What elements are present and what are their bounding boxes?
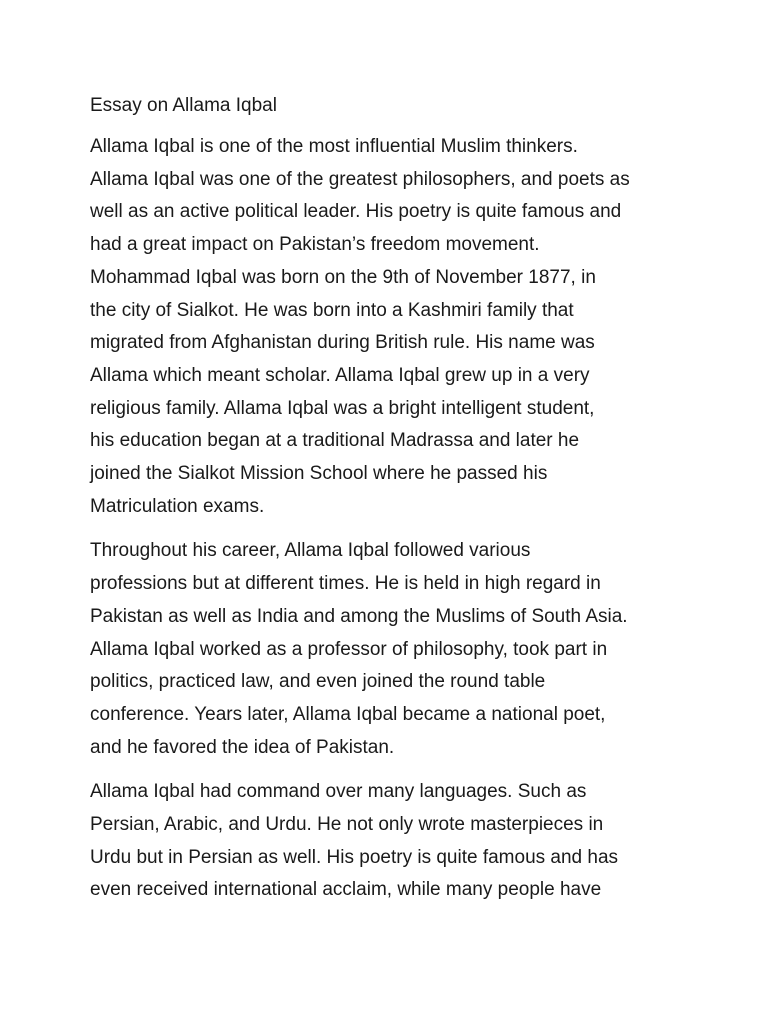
text-line: Mohammad Iqbal was born on the 9th of November 1877, in <box>90 266 596 288</box>
text-line: Pakistan as well as India and among the Muslims of South Asia. <box>90 605 628 627</box>
text-line: religious family. Allama Iqbal was a bright intelligent student, <box>90 397 595 419</box>
text-line: and he favored the idea of Pakistan. <box>90 736 395 758</box>
text-line: had a great impact on Pakistan’s freedom movement. <box>90 234 540 256</box>
text-line: Urdu but in Persian as well. His poetry is quite famous and has <box>90 846 619 868</box>
text-line: his education began at a traditional Madrassa and later he <box>90 430 580 452</box>
document-body <box>90 131 690 907</box>
paragraph-2 <box>90 535 690 764</box>
text-line: Allama Iqbal had command over many languages. Such as <box>90 781 587 803</box>
text-line: Allama which meant scholar. Allama Iqbal grew up in a very <box>90 364 590 386</box>
text-line: professions but at different times. He is held in high regard in <box>90 573 601 595</box>
text-line: well as an active political leader. His poetry is quite famous and <box>90 201 622 223</box>
text-line: Allama Iqbal is one of the most influential Muslim thinkers. <box>90 136 578 157</box>
text-line: migrated from Afghanistan during British rule. His name was <box>90 332 595 354</box>
document-title: Essay on Allama Iqbal <box>90 95 277 116</box>
document-page <box>90 90 690 919</box>
text-line: joined the Sialkot Mission School where he passed his <box>90 463 548 485</box>
text-line: Persian, Arabic, and Urdu. He not only wrote masterpieces in <box>90 814 604 836</box>
paragraph-3 <box>90 776 690 907</box>
text-line: Allama Iqbal was one of the greatest philosophers, and poets as <box>90 168 630 190</box>
text-line: even received international acclaim, while many people have <box>90 879 602 901</box>
text-line: the city of Sialkot. He was born into a Kashmiri family that <box>90 299 574 321</box>
text-line: Throughout his career, Allama Iqbal followed various <box>90 540 531 562</box>
paragraph-1 <box>90 131 690 523</box>
text-line: Matriculation exams. <box>90 495 265 517</box>
text-line: Allama Iqbal worked as a professor of philosophy, took part in <box>90 638 608 660</box>
text-line: conference. Years later, Allama Iqbal became a national poet, <box>90 703 606 725</box>
text-line: politics, practiced law, and even joined the round table <box>90 671 546 693</box>
